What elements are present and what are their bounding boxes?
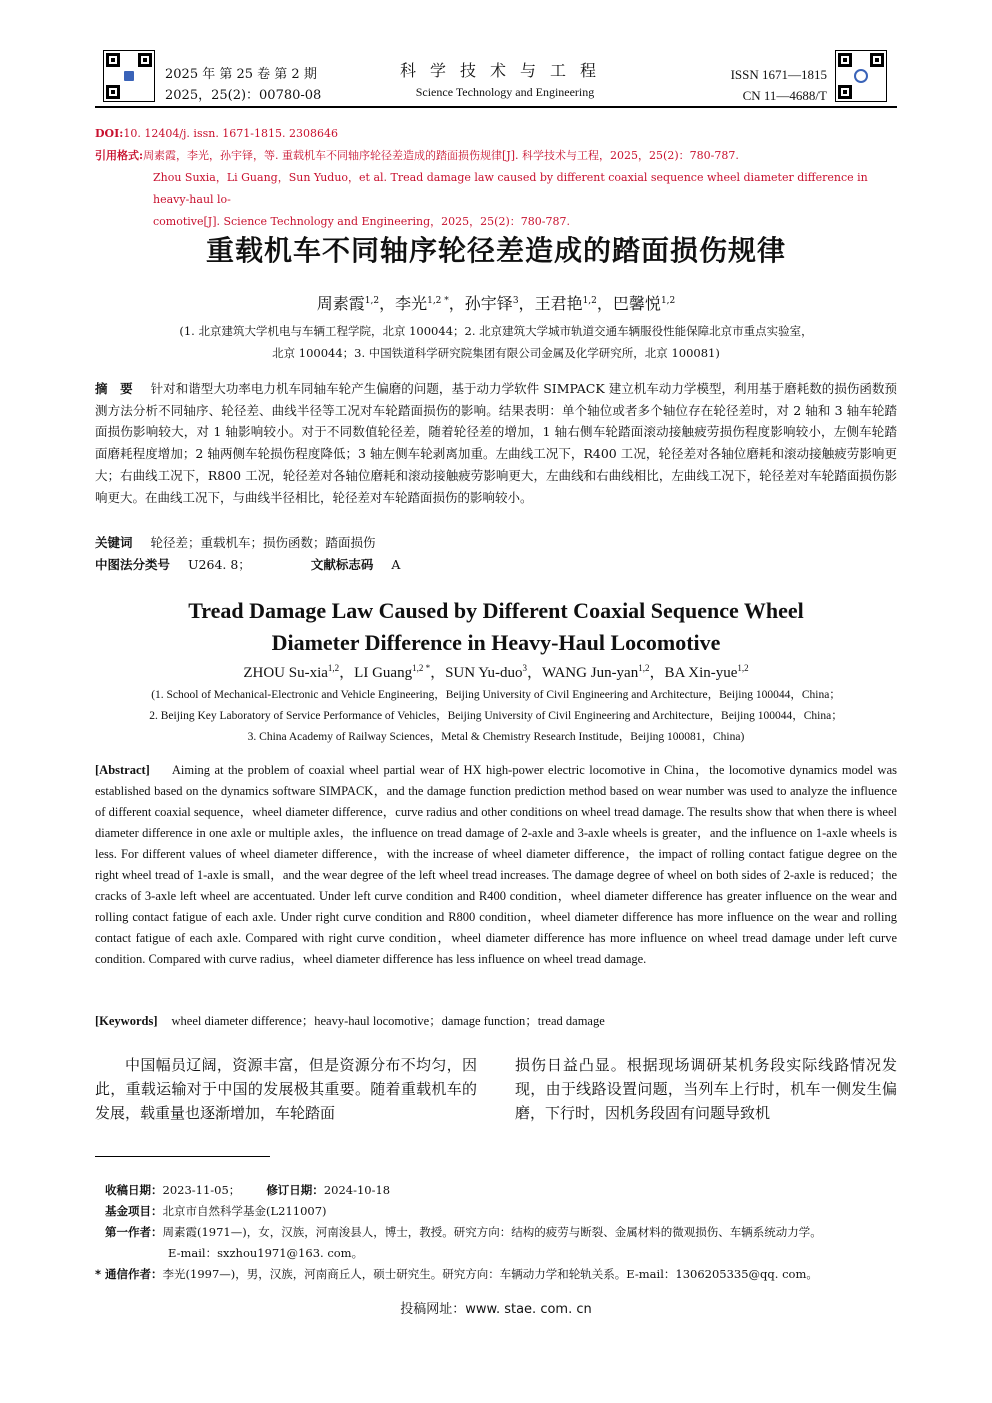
author-name: 孙宇铎 <box>464 294 513 313</box>
keywords-en-label: [Keywords] <box>95 1014 158 1028</box>
keywords-en-text: wheel diameter difference；heavy-haul locomotive；damage function；tread damage <box>171 1014 605 1028</box>
page-header <box>95 48 897 108</box>
affil-en-3: 3. China Academy of Railway Sciences，Metal & Chemistry Research Institude，Beijing 100081，China) <box>247 731 745 743</box>
qr-code-icon <box>103 50 155 102</box>
affil-en-1: (1. School of Mechanical-Electronic and Vehicle Engineering，Beijing University of Civil Engineering and Architecture，Beijing 100044，China； <box>151 689 841 701</box>
author-name: WANG Jun-yan <box>541 665 639 681</box>
doc-value: A <box>391 557 401 572</box>
class-label: 中图法分类号 <box>95 557 171 572</box>
affil-cn-2: 北京 100044；3. 中国铁道科学研究院集团有限公司金属及化学研究所，北京 100081) <box>272 346 720 360</box>
first-author-email: E-mail：sxzhou1971@163. com。 <box>168 1246 364 1260</box>
author-separator: ， <box>339 665 355 681</box>
author-affiliation-mark: 1,2 <box>364 296 380 306</box>
corresponding-label: * 通信作者： <box>95 1267 163 1281</box>
author-affiliation-mark: 1,2 <box>660 296 676 306</box>
abstract-cn-label: 摘 要 <box>95 381 133 396</box>
author-name: BA Xin-yue <box>664 665 738 681</box>
issn-info <box>731 64 827 106</box>
author-affiliation-mark: 1,2 <box>582 296 597 306</box>
author-name: 周素霞 <box>316 294 365 313</box>
author-separator: ， <box>518 294 535 313</box>
title-en-2: Diameter Difference in Heavy-Haul Locomotive <box>271 630 721 655</box>
author-affiliation-mark: 3 <box>522 663 527 673</box>
author-separator: ， <box>649 665 665 681</box>
keywords-cn-label: 关键词 <box>95 535 133 550</box>
title-en-1: Tread Damage Law Caused by Different Coaxial Sequence Wheel <box>188 598 804 623</box>
cite-label: 引用格式: <box>95 149 144 162</box>
revised-date: 2024-10-18 <box>323 1183 391 1197</box>
author-name: ZHOU Su-xia <box>243 665 328 681</box>
journal-name <box>355 60 655 102</box>
author-name: 巴馨悦 <box>612 294 661 313</box>
received-label: 收稿日期： <box>105 1183 163 1197</box>
doc-label: 文献标志码 <box>310 557 374 572</box>
abstract-en-text: Aiming at the problem of coaxial wheel partial wear of HX high-power electric locomotive in China，the locomotive dynamics model was established based on the dynamics software SIMPACK，and the damage function prediction method based on wear number was used to analyze the influence of different coaxial sequence，wheel diameter difference，curve radius and other conditions on wheel tread damage. The results show that when there is wheel diameter difference in one axle or multiple axles，the influence on tread damage of 2-axle and 3-axle wheels is greater，and the influence on 1-axle wheels is less. For different values of wheel diameter difference，with the increase of wheel diameter difference，the impact of rolling contact fatigue degree on the right wheel tread of 1-axle is small，and the wear degree of the left wheel tread increases. The damage degree of wheel on both sides of 2-axle is reduced；the cracks of 3-axle left wheel are accentuated. Under left curve condition and R400 condition，wheel diameter difference has greater influence on the wear and rolling contact fatigue of each axle. Under right curve condition and R800 condition，wheel diameter difference has more influence on the wear and rolling contact fatigue of each axle. Compared with right curve condition，wheel diameter difference has more influence on wheel tread damage under left curve condition. Compared with curve radius，wheel diameter difference has less influence on wheel tread damage. <box>95 763 897 966</box>
cite-cn: 周素霞，李光，孙宇铎，等. 重载机车不同轴序轮径差造成的踏面损伤规律[J]. 科学技术与工程，2025，25(2)：780-787. <box>143 149 739 162</box>
author-affiliation-mark: 3 <box>512 296 519 306</box>
doi-link[interactable]: 10. 12404/j. issn. 1671-1815. 2308646 <box>123 127 338 140</box>
corresponding-text: 李光(1997—)，男，汉族，河南商丘人，硕士研究生。研究方向：车辆动力学和轮轨关系。E-mail：1306205335@qq. com。 <box>162 1267 818 1281</box>
authors-cn <box>95 291 897 314</box>
body-text-right: 损伤日益凸显。根据现场调研某机务段实际线路情况发现，由于线路设置问题，当列车上行时，机车一侧发生偏磨，下行时，因机务段固有问题导致机 <box>515 1056 897 1122</box>
first-author-text: 周素霞(1971—)，女，汉族，河南浚县人，博士，教授。研究方向：结构的疲劳与断裂、金属材料的微观损伤、车辆系统动力学。 <box>162 1225 822 1239</box>
author-separator: ， <box>596 294 613 313</box>
affil-en-2: 2. Beijing Key Laboratory of Service Performance of Vehicles，Beijing University of Civil Engineering and Architecture，Beijing 100044，China； <box>149 710 843 722</box>
author-name: LI Guang <box>354 665 413 681</box>
journal-name-cn: 科学技术与工程 <box>399 61 610 80</box>
author-name: SUN Yu-duo <box>445 665 523 681</box>
abstract-en <box>95 760 897 970</box>
affiliations-en <box>95 685 897 748</box>
issue-line-2: 2025，25(2)：00780-08 <box>165 88 322 103</box>
issn: ISSN 1671—1815 <box>730 67 827 82</box>
header-rule <box>95 106 897 108</box>
keywords-cn-text: 轮径差；重载机车；损伤函数；踏面损伤 <box>150 535 376 550</box>
author-separator: ， <box>526 665 542 681</box>
citation-block <box>95 123 897 233</box>
title-cn: 重载机车不同轴序轮径差造成的踏面损伤规律 <box>205 234 786 267</box>
cite-en-1: Zhou Suxia，Li Guang，Sun Yuduo，et al. Tread damage law caused by different coaxial sequence wheel diameter difference in heavy-haul lo- <box>153 171 868 206</box>
issue-info <box>165 64 321 106</box>
abstract-cn <box>95 378 897 508</box>
author-name: 李光 <box>395 294 428 313</box>
fund-label: 基金项目： <box>105 1204 163 1218</box>
cn-number: CN 11—4688/T <box>742 88 827 103</box>
affiliations-cn <box>95 320 897 364</box>
author-affiliation-mark: 1,2 <box>327 663 340 673</box>
author-affiliation-mark: 1,2 <box>737 663 749 673</box>
authors-en <box>95 661 897 682</box>
body-text-left: 中国幅员辽阔，资源丰富，但是资源分布不均匀，因此，重载运输对于中国的发展极其重要。随着重载机车的发展，载重量也逐渐增加，车轮踏面 <box>95 1056 477 1122</box>
author-separator: ， <box>430 665 446 681</box>
classification <box>95 555 400 575</box>
author-separator: ， <box>379 294 396 313</box>
doi-label: DOI: <box>95 127 124 140</box>
footnote-rule <box>95 1156 270 1157</box>
affil-cn-1: (1. 北京建筑大学机电与车辆工程学院，北京 100044；2. 北京建筑大学城市轨道交通车辆服役性能保障北京市重点实验室， <box>179 324 813 338</box>
abstract-cn-text: 针对和谐型大功率电力机车同轴车轮产生偏磨的问题，基于动力学软件 SIMPACK 建立机车动力学模型，利用基于磨耗数的损伤函数预测方法分析不同轴序、轮径差、曲线半径等工况对车轮踏面损伤的影响。结果表明：单个轴位或者多个轴位存在轮径差时，对 2 轴和 3 轴车轮踏面损伤影响较大，对 1 轴影响较小。对于不同数值轮径差，随着轮径差的增加，1 轴右侧车轮踏面滚动接触疲劳损伤程度影响较小，左侧车轮踏面磨耗程度增加；2 轴两侧车轮损伤程度降低；3 轴左侧车轮剥离加重。左曲线工况下，R400 工况，轮径差对各轴位磨耗和滚动接触疲劳影响更大；右曲线工况下，R800 工况，轮径差对各轴位磨耗和滚动接触疲劳影响更大，左曲线和右曲线相比，左曲线工况下，轮径差对车轮踏面损伤影响更大。在曲线工况下，与曲线半径相比，轮径差对车轮踏面损伤的影响较小。 <box>95 381 897 505</box>
abstract-en-label: [Abstract] <box>95 763 150 777</box>
qr-code-icon <box>835 50 887 102</box>
submission-website[interactable]: 投稿网址：www. stae. com. cn <box>400 1302 592 1317</box>
fund-text: 北京市自然科学基金(L211007) <box>162 1204 327 1218</box>
received-date: 2023-11-05； <box>162 1183 241 1197</box>
revised-label: 修订日期： <box>266 1183 324 1197</box>
journal-name-en: Science Technology and Engineering <box>415 85 595 99</box>
class-value: U264. 8； <box>188 557 251 572</box>
issue-line-1: 2025 年 第 25 卷 第 2 期 <box>165 67 317 82</box>
author-name: 王君艳 <box>534 294 583 313</box>
keywords-cn <box>95 533 376 553</box>
cite-en-2: comotive[J]. Science Technology and Engineering，2025，25(2)：780-787. <box>153 215 570 228</box>
author-affiliation-mark: 1,2 <box>638 663 650 673</box>
author-separator: ， <box>448 294 465 313</box>
footnotes <box>95 1180 897 1285</box>
author-affiliation-mark: 1,2 * <box>412 663 431 673</box>
title-en <box>95 595 897 659</box>
keywords-en <box>95 1011 897 1032</box>
author-affiliation-mark: 1,2 * <box>427 296 449 306</box>
first-author-label: 第一作者： <box>105 1225 163 1239</box>
